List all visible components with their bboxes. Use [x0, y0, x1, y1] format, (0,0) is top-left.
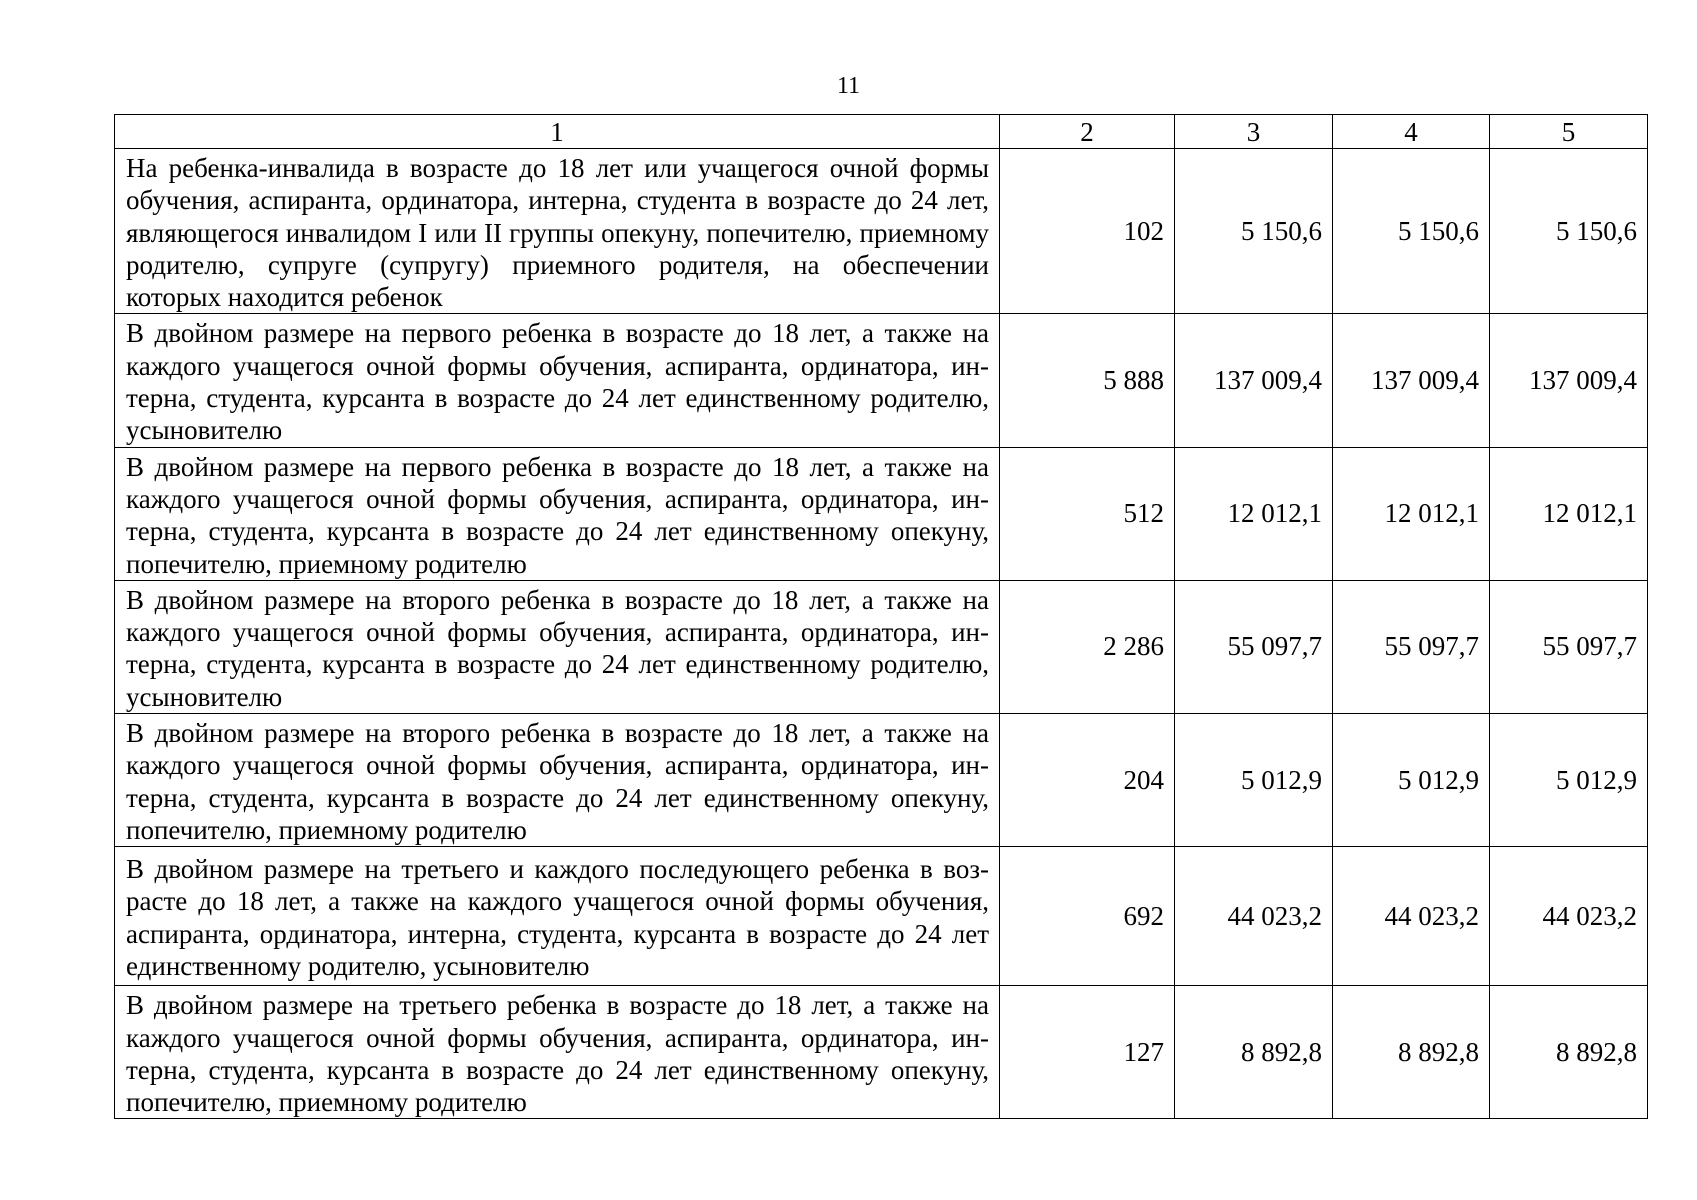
row-amount-col5: 8 892,8 — [1490, 986, 1648, 1119]
table-row — [115, 314, 1648, 447]
row-count-value: 127 — [1000, 986, 1175, 1119]
row-amount-col3: 55 097,7 — [1175, 580, 1333, 713]
row-amount-col5: 5 150,6 — [1490, 149, 1648, 314]
row-amount-col5: 55 097,7 — [1490, 580, 1648, 713]
row-count-value: 512 — [1000, 447, 1175, 580]
row-description: В двойном размере на третьего и каждого последующего ребенка в возрасте до 18 лет, а также на каждого учащегося очной формы обучения, аспиранта, ординатора, интерна, студента, курсанта в возрасте до 24 лет единственному родителю, усыновителю — [115, 847, 1000, 986]
row-amount-col5: 12 012,1 — [1490, 447, 1648, 580]
row-description: В двойном размере на третьего ребенка в возрасте до 18 лет, а также на каждого учащегося очной формы обучения, аспиранта, ординатора, интерна, студента, курсанта в возрасте до 24 лет единственному опекуну, попечителю, приемному родителю — [115, 986, 1000, 1119]
table-row — [115, 149, 1648, 314]
row-description: В двойном размере на первого ребенка в возрасте до 18 лет, а также на каждого учащегося очной формы обучения, аспиранта, ординатора, интерна, студента, курсанта в возрасте до 24 лет единственному родителю, усыновителю — [115, 314, 1000, 447]
row-description: В двойном размере на второго ребенка в возрасте до 18 лет, а также на каждого учащегося очной формы обучения, аспиранта, ординатора, интерна, студента, курсанта в возрасте до 24 лет единственному родителю, усыновителю — [115, 580, 1000, 713]
row-count-value: 692 — [1000, 847, 1175, 986]
data-table — [114, 114, 1648, 1119]
table-row — [115, 447, 1648, 580]
row-amount-col4: 5 150,6 — [1333, 149, 1490, 314]
table-row — [115, 986, 1648, 1119]
table-row — [115, 714, 1648, 847]
table-row — [115, 580, 1648, 713]
row-amount-col5: 5 012,9 — [1490, 714, 1648, 847]
row-amount-col3: 5 012,9 — [1175, 714, 1333, 847]
row-description: В двойном размере на второго ребенка в возрасте до 18 лет, а также на каждого учащегося очной формы обучения, аспиранта, ординатора, интерна, студента, курсанта в возрасте до 24 лет единственному опекуну, попечителю, приемному родителю — [115, 714, 1000, 847]
row-amount-col4: 55 097,7 — [1333, 580, 1490, 713]
page-number: 11 — [836, 73, 861, 99]
row-description: В двойном размере на первого ребенка в возрасте до 18 лет, а также на каждого учащегося очной формы обучения, аспиранта, ординатора, интерна, студента, курсанта в возрасте до 24 лет единственному опекуну, попечителю, приемному родителю — [115, 447, 1000, 580]
row-count-value: 5 888 — [1000, 314, 1175, 447]
row-description: На ребенка-инвалида в возрасте до 18 лет или учащегося очной формы обучения, аспиранта, ординатора, интерна, студента в возрасте до 24 лет, являющегося инвалидом I или II группы опекуну, попечителю, приемному родителю, супруге (супругу) приемного родителя, на обеспечении которых находится ребенок — [115, 149, 1000, 314]
row-amount-col4: 137 009,4 — [1333, 314, 1490, 447]
row-count-value: 2 286 — [1000, 580, 1175, 713]
row-amount-col3: 12 012,1 — [1175, 447, 1333, 580]
header-row — [115, 115, 1648, 149]
column-header-4: 4 — [1333, 115, 1490, 149]
row-amount-col3: 137 009,4 — [1175, 314, 1333, 447]
column-header-3: 3 — [1175, 115, 1333, 149]
row-amount-col4: 12 012,1 — [1333, 447, 1490, 580]
row-amount-col3: 44 023,2 — [1175, 847, 1333, 986]
table-row — [115, 847, 1648, 986]
row-count-value: 204 — [1000, 714, 1175, 847]
column-header-1: 1 — [115, 115, 1000, 149]
row-amount-col5: 137 009,4 — [1490, 314, 1648, 447]
row-count-value: 102 — [1000, 149, 1175, 314]
column-header-5: 5 — [1490, 115, 1648, 149]
row-amount-col4: 5 012,9 — [1333, 714, 1490, 847]
column-header-2: 2 — [1000, 115, 1175, 149]
row-amount-col5: 44 023,2 — [1490, 847, 1648, 986]
row-amount-col4: 8 892,8 — [1333, 986, 1490, 1119]
row-amount-col3: 8 892,8 — [1175, 986, 1333, 1119]
row-amount-col3: 5 150,6 — [1175, 149, 1333, 314]
row-amount-col4: 44 023,2 — [1333, 847, 1490, 986]
